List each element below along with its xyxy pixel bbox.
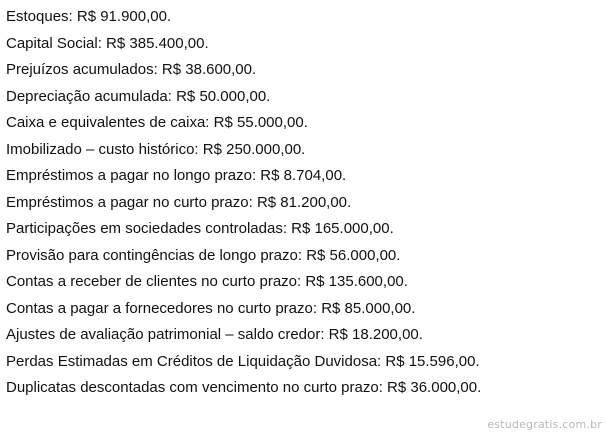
list-item: Estoques: R$ 91.900,00. (6, 8, 172, 25)
account-balance-list (6, 4, 481, 402)
list-item: Prejuízos acumulados: R$ 38.600,00. (6, 61, 257, 78)
list-item: Depreciação acumulada: R$ 50.000,00. (6, 87, 271, 105)
list-item: Duplicatas descontadas com vencimento no curto prazo: R$ 36.000,00. (6, 379, 482, 396)
watermark-text: estudegratis.com.br (487, 418, 602, 431)
list-item: Perdas Estimadas em Créditos de Liquidação Duvidosa: R$ 15.596,00. (6, 352, 480, 370)
list-item: Empréstimos a pagar no curto prazo: R$ 81.200,00. (6, 193, 352, 211)
list-item: Imobilizado – custo histórico: R$ 250.000,00. (6, 140, 306, 158)
list-item: Participações em sociedades controladas: R$ 165.000,00. (6, 220, 394, 237)
list-item: Contas a receber de clientes no curto prazo: R$ 135.600,00. (6, 273, 408, 290)
list-item: Ajustes de avaliação patrimonial – saldo credor: R$ 18.200,00. (6, 326, 423, 343)
list-item: Capital Social: R$ 385.400,00. (6, 34, 209, 52)
list-item: Contas a pagar a fornecedores no curto prazo: R$ 85.000,00. (6, 299, 416, 317)
list-item: Empréstimos a pagar no longo prazo: R$ 8.704,00. (6, 167, 347, 184)
list-item: Caixa e equivalentes de caixa: R$ 55.000,00. (6, 114, 308, 131)
list-item: Provisão para contingências de longo prazo: R$ 56.000,00. (6, 246, 401, 264)
